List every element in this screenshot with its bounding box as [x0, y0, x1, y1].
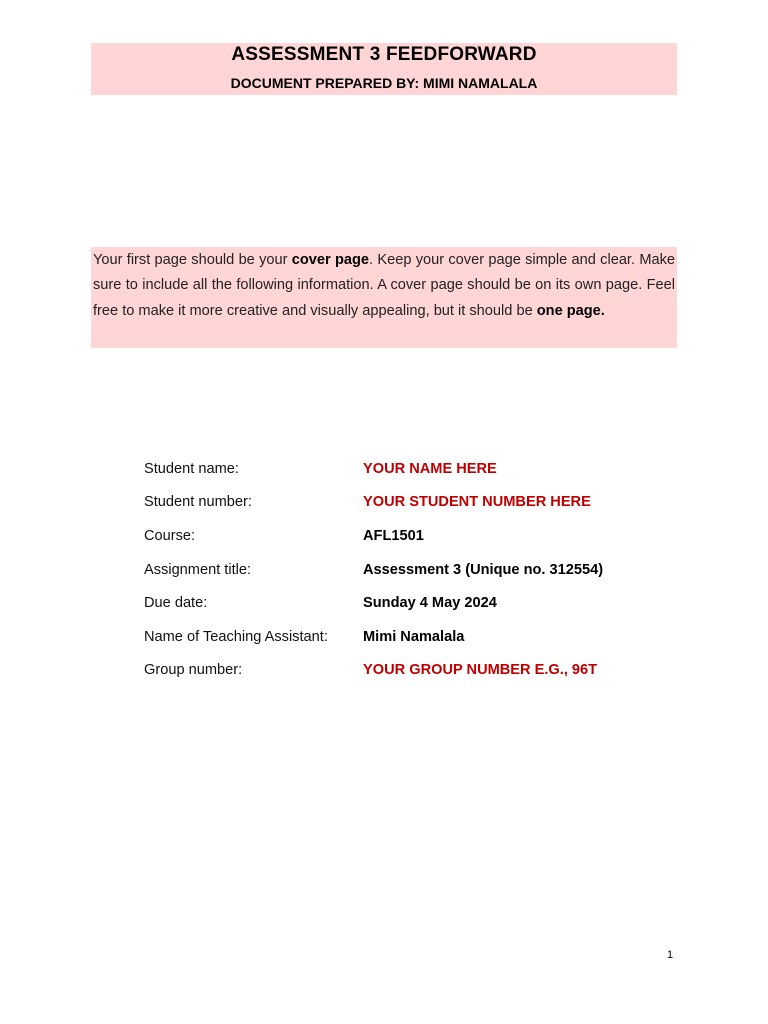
page-number: 1 — [667, 949, 674, 961]
info-label: Student name: — [144, 460, 239, 477]
info-label: Student number: — [144, 494, 252, 511]
note-text-2: . Keep your cover page simple and clear. Make sure to include all the following information. A cover page should be on its own page. Feel free to make it more creative and visually appealing, but it should be — [93, 252, 676, 319]
note-bold-cover-page: cover page — [291, 252, 370, 268]
info-label: Course: — [144, 527, 196, 544]
info-value-placeholder: YOUR GROUP NUMBER E.G., 96T — [363, 662, 598, 679]
info-row-assignment-title — [144, 553, 603, 587]
info-value-placeholder: YOUR NAME HERE — [363, 460, 497, 477]
info-value-placeholder: YOUR STUDENT NUMBER HERE — [363, 494, 591, 511]
note-text-1: Your first page should be your — [93, 252, 292, 268]
document-header — [91, 43, 677, 95]
info-label: Assignment title: — [144, 561, 252, 578]
info-label: Group number: — [144, 662, 243, 679]
document-title: ASSESSMENT 3 FEEDFORWARD — [231, 44, 537, 65]
cover-info-table — [144, 452, 603, 687]
info-row-course — [144, 519, 603, 553]
info-row-student-name — [144, 452, 603, 486]
cover-page-instructions — [91, 247, 677, 348]
info-value: AFL1501 — [363, 527, 424, 544]
info-row-student-number — [144, 486, 603, 520]
note-bold-one-page: one page. — [536, 302, 605, 319]
info-row-teaching-assistant — [144, 620, 603, 654]
info-value: Sunday 4 May 2024 — [363, 595, 497, 612]
info-row-group-number — [144, 654, 603, 688]
document-subtitle: DOCUMENT PREPARED BY: MIMI NAMALALA — [230, 75, 538, 91]
info-value: Assessment 3 (Unique no. 312554) — [363, 561, 604, 578]
info-label: Name of Teaching Assistant: — [144, 628, 328, 645]
info-row-due-date — [144, 586, 603, 620]
info-value: Mimi Namalala — [363, 628, 465, 645]
info-label: Due date: — [144, 595, 208, 612]
